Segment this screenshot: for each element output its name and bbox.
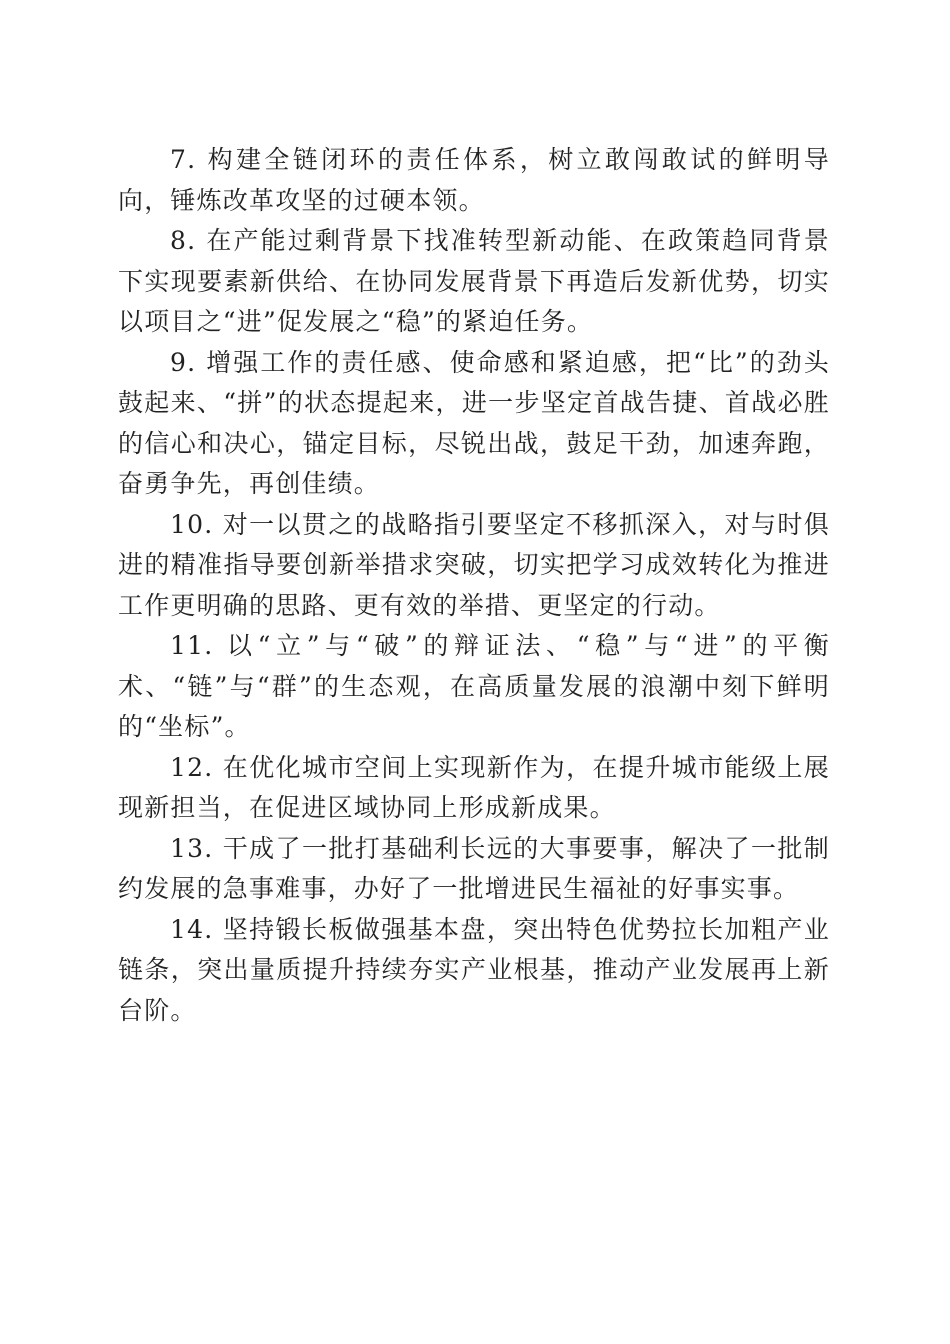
paragraph-8: 8. 在产能过剩背景下找准转型新动能、在政策趋同背景下实现要素新供给、在协同发展背景下再造后发新优势，切实以项目之“进”促发展之“稳”的紧迫任务。 (118, 226, 830, 336)
paragraph-11: 11. 以“立”与“破”的辩证法、“稳”与“进”的平衡术、“链”与“群”的生态观，在高质量发展的浪潮中刻下鲜明的“坐标”。 (118, 631, 830, 741)
paragraph-14: 14. 坚持锻长板做强基本盘，突出特色优势拉长加粗产业链条，突出量质提升持续夯实产业根基，推动产业发展再上新台阶。 (118, 914, 830, 1025)
document-body (118, 140, 830, 1031)
paragraph-7: 7. 构建全链闭环的责任体系，树立敢闯敢试的鲜明导向，锤炼改革攻坚的过硬本领。 (118, 145, 830, 215)
paragraph-9: 9. 增强工作的责任感、使命感和紧迫感，把“比”的劲头鼓起来、“拼”的状态提起来，进一步坚定首战告捷、首战必胜的信心和决心，锚定目标，尽锐出战，鼓足干劲，加速奔跑，奋勇争先，再创佳绩。 (118, 347, 830, 498)
paragraph-13: 13. 干成了一批打基础利长远的大事要事，解决了一批制约发展的急事难事，办好了一批增进民生福祉的好事实事。 (118, 833, 830, 903)
paragraph-12: 12. 在优化城市空间上实现新作为，在提升城市能级上展现新担当，在促进区域协同上形成新成果。 (118, 752, 830, 822)
paragraph-10: 10. 对一以贯之的战略指引要坚定不移抓深入，对与时俱进的精准指导要创新举措求突破，切实把学习成效转化为推进工作更明确的思路、更有效的举措、更坚定的行动。 (118, 509, 830, 620)
